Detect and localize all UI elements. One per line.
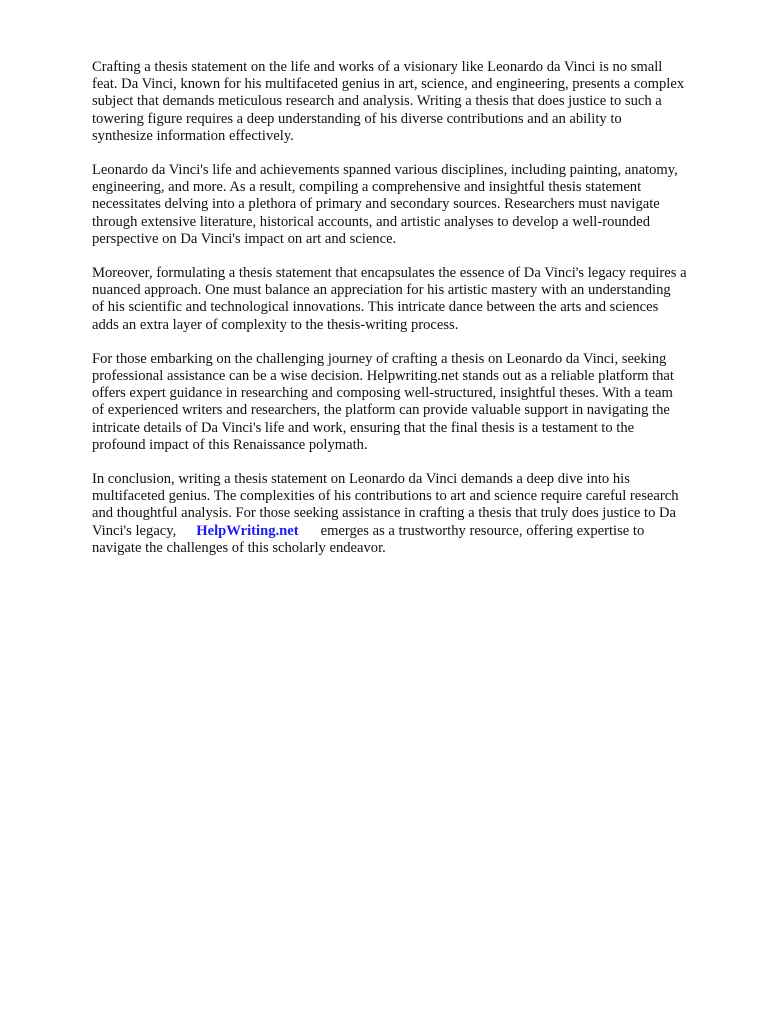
paragraph-assistance: For those embarking on the challenging journey of crafting a thesis on Leonardo da Vinci, seeking professional assistance can be a wise decision. Helpwriting.net stands out as a reliable platform that offers expert guidance in researching and composing well-structured, insightful theses. With a team of experienced writers and researchers, the platform can provide valuable support in navigating the intricate details of Da Vinci's life and work, ensuring that the final thesis is a testament to the profound impact of this Renaissance polymath. [92,350,674,453]
conclusion-text-before-link: In conclusion, writing a thesis statement on Leonardo da Vinci demands a deep dive into his multifaceted genius. The complexities of his contributions to art and science require careful research and thoughtful analysis. For those seeking assistance in crafting a thesis that truly does justice to Da Vinci's legacy, [92,471,679,539]
helpwriting-link[interactable]: HelpWriting.net [196,522,299,539]
paragraph-disciplines: Leonardo da Vinci's life and achievements spanned various disciplines, including painting, anatomy, engineering, and more. As a result, compiling a comprehensive and insightful thesis statement necessitates delving into a plethora of primary and secondary sources. Researchers must navigate through extensive literature, historical accounts, and artistic analyses to develop a well-rounded perspective on Da Vinci's impact on art and science. [92,162,678,247]
paragraph-legacy: Moreover, formulating a thesis statement that encapsulates the essence of Da Vinci's legacy requires a nuanced approach. One must balance an appreciation for his artistic mastery with an understanding of his scientific and technological innovations. This intricate dance between the arts and sciences adds an extra layer of complexity to the thesis-writing process. [92,265,687,333]
conclusion-text-after-link: emerges as a trustworthy resource, offering expertise to navigate the challenges of this scholarly endeavor. [92,522,645,556]
paragraph-conclusion [92,471,730,557]
paragraph-intro: Crafting a thesis statement on the life and works of a visionary like Leonardo da Vinci is no small feat. Da Vinci, known for his multifaceted genius in art, science, and engineering, presents a complex subject that demands meticulous research and analysis. Writing a thesis that does justice to such a towering figure requires a deep understanding of his diverse contributions and an ability to synthesize information effectively. [92,59,685,144]
document-body [92,59,730,574]
